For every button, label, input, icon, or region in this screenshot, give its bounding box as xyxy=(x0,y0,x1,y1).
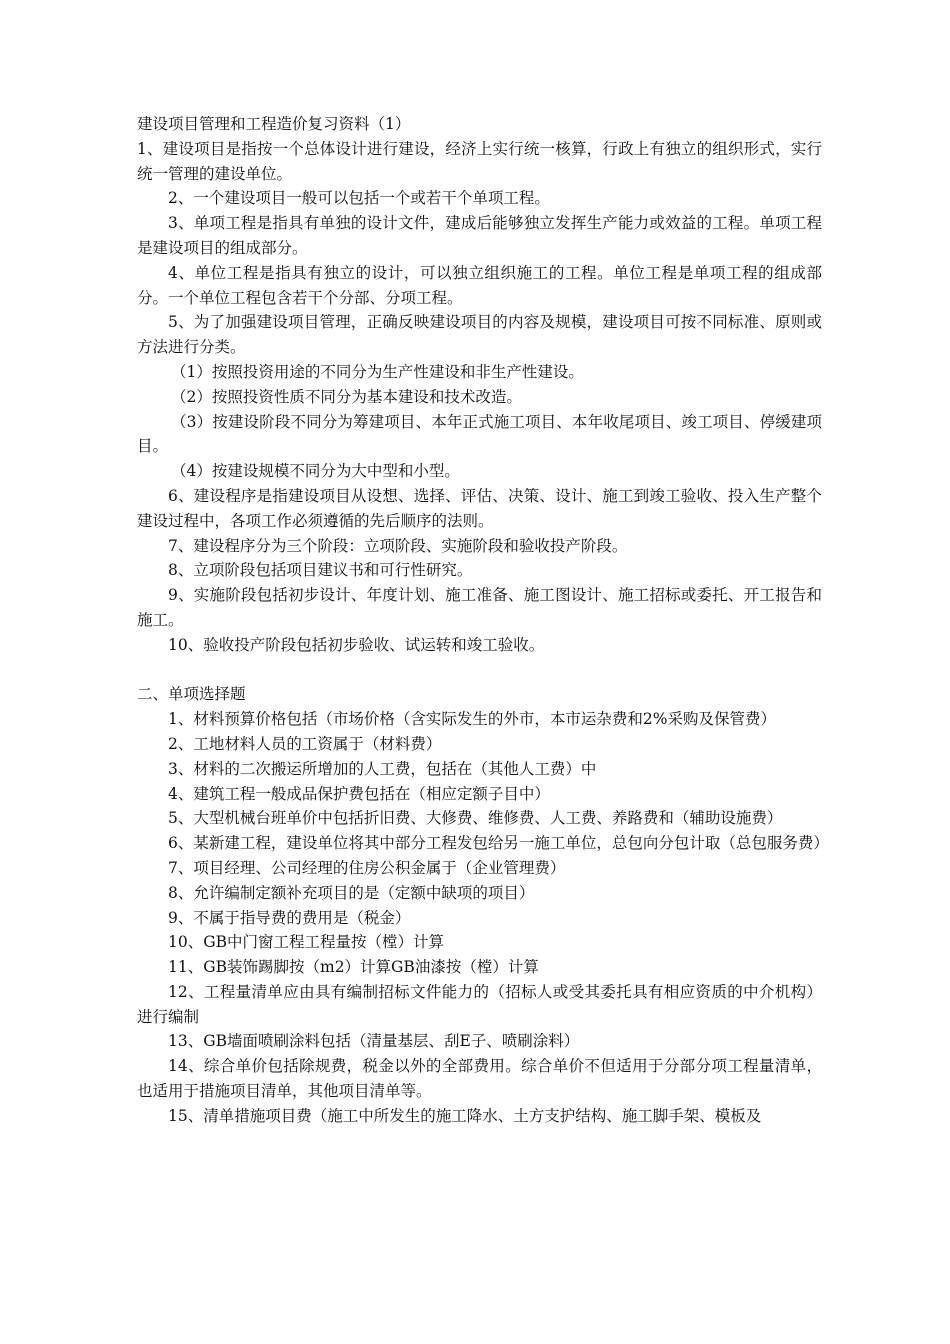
section-1-item: 1、建设项目是指按一个总体设计进行建设，经济上实行统一核算，行政上有独立的组织形式，实行统一管理的建设单位。 xyxy=(137,139,822,183)
section-1-item: 7、建设程序分为三个阶段：立项阶段、实施阶段和验收投产阶段。 xyxy=(168,536,628,555)
section-1-item: 3、单项工程是指具有单独的设计文件，建成后能够独立发挥生产能力或效益的工程。单项工程是建设项目的组成部分。 xyxy=(137,214,822,257)
document-page xyxy=(137,112,829,1129)
section-2-item: 14、综合单价包括除规费，税金以外的全部费用。综合单价不但适用于分部分项工程量清单，也适用于措施项目清单，其他项目清单等。 xyxy=(137,1057,822,1101)
section-1-item: 5、为了加强建设项目管理，正确反映建设项目的内容及规模，建设项目可按不同标准、原则或方法进行分类。 xyxy=(137,313,822,357)
section-2-item: 2、工地材料人员的工资属于（材料费） xyxy=(168,734,442,753)
section-2-heading: 二、单项选择题 xyxy=(137,685,246,704)
section-2-item: 15、清单措施项目费（施工中所发生的施工降水、土方支护结构、施工脚手架、模板及 xyxy=(168,1106,762,1125)
section-1-item: （1）按照投资用途的不同分为生产性建设和非生产性建设。 xyxy=(171,362,584,381)
section-1-item: 6、建设程序是指建设项目从设想、选择、评估、决策、设计、施工到竣工验收、投入生产整个建设过程中，各项工作必须遵循的先后顺序的法则。 xyxy=(137,486,822,530)
section-2-item: 10、GB中门窗工程工程量按（樘）计算 xyxy=(168,933,444,952)
section-2-item: 3、材料的二次搬运所增加的人工费，包括在（其他人工费）中 xyxy=(168,759,597,778)
section-2-item: 7、项目经理、公司经理的住房公积金属于（企业管理费） xyxy=(168,858,566,877)
section-2-item: 4、建筑工程一般成品保护费包括在（相应定额子目中） xyxy=(168,784,550,803)
section-2-item: 1、材料预算价格包括（市场价格（含实际发生的外市，本市运杂费和2%采购及保管费） xyxy=(168,710,776,729)
section-1-item: 2、一个建设项目一般可以包括一个或若干个单项工程。 xyxy=(168,189,550,208)
section-2-item: 11、GB装饰踢脚按（m2）计算GB油漆按（樘）计算 xyxy=(168,958,539,977)
section-2-item: 6、某新建工程，建设单位将其中部分工程发包给另一施工单位，总包向分包计取（总包服务费） xyxy=(168,834,829,853)
section-2-list xyxy=(137,707,829,1129)
section-1-item: （4）按建设规模不同分为大中型和小型。 xyxy=(171,462,460,481)
section-1-item: 10、验收投产阶段包括初步验收、试运转和竣工验收。 xyxy=(168,635,545,654)
section-spacer xyxy=(137,658,822,683)
section-2-item: 8、允许编制定额补充项目的是（定额中缺项的项目） xyxy=(168,883,535,902)
section-2-item: 5、大型机械台班单价中包括折旧费、大修费、维修费、人工费、养路费和（辅助设施费） xyxy=(168,809,783,828)
section-1-item: 4、单位工程是指具有独立的设计，可以独立组织施工的工程。单位工程是单项工程的组成部分。一个单位工程包含若干个分部、分项工程。 xyxy=(137,263,822,307)
section-1-list xyxy=(137,137,822,658)
section-2-item: 13、GB墙面喷刷涂料包括（清量基层、刮E子、喷刷涂料） xyxy=(168,1032,580,1051)
section-2-item: 9、不属于指导费的费用是（税金） xyxy=(168,908,411,927)
section-1-item: 8、立项阶段包括项目建议书和可行性研究。 xyxy=(168,561,473,580)
section-1-item: 9、实施阶段包括初步设计、年度计划、施工准备、施工图设计、施工招标或委托、开工报告和施工。 xyxy=(137,586,822,629)
section-1-item: （3）按建设阶段不同分为筹建项目、本年正式施工项目、本年收尾项目、竣工项目、停缓建项目。 xyxy=(137,412,822,456)
document-title: 建设项目管理和工程造价复习资料（1） xyxy=(137,115,411,133)
section-1-item: （2）按照投资性质不同分为基本建设和技术改造。 xyxy=(171,387,522,406)
section-2-item: 12、工程量清单应由具有编制招标文件能力的（招标人或受其委托具有相应资质的中介机构）进行编制 xyxy=(137,982,822,1026)
